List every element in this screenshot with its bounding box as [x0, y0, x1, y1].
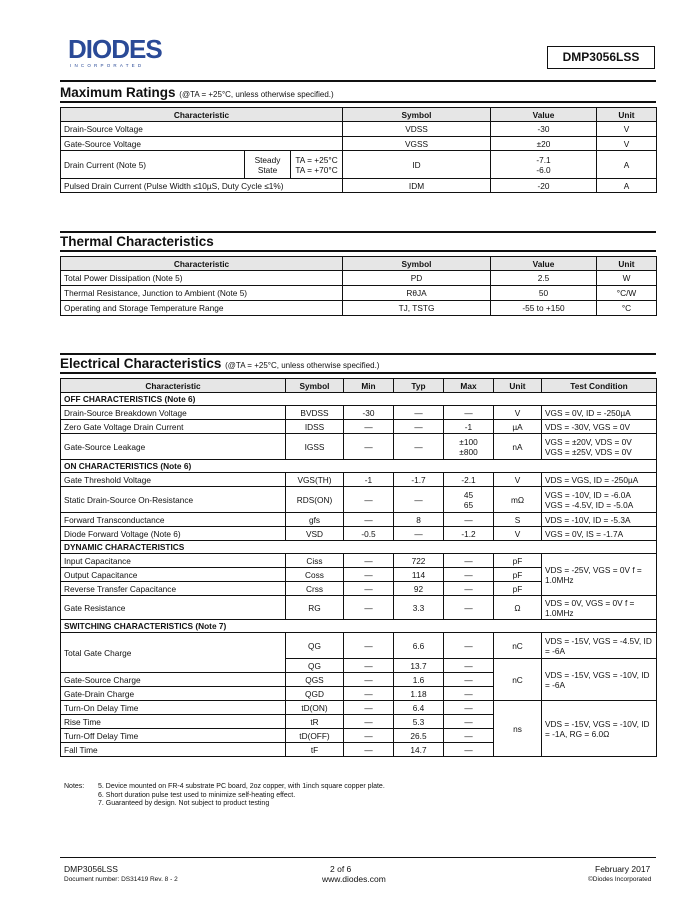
- table-row: [61, 301, 657, 316]
- cell-unit: °C: [597, 301, 657, 316]
- section-label: SWITCHING CHARACTERISTICS (Note 7): [61, 620, 657, 633]
- cell-min: —: [344, 568, 394, 582]
- cell-symbol: VSD: [286, 527, 344, 541]
- cell-unit: nC: [494, 633, 542, 659]
- cell-max: -1: [444, 420, 494, 434]
- temp-70: TA = +70°C: [295, 164, 338, 175]
- cell-condition: [542, 487, 657, 513]
- max-ratings-title: [60, 85, 334, 100]
- col-header: Unit: [494, 379, 542, 393]
- cell-symbol: VGS(TH): [286, 473, 344, 487]
- cell-unit: pF: [494, 582, 542, 596]
- thermal-title: Thermal Characteristics: [60, 234, 214, 249]
- table-row: [61, 137, 657, 151]
- electrical-table: [60, 378, 657, 757]
- cell-condition: VDS = -15V, VGS = -10V, ID = -6A: [542, 659, 657, 701]
- cell-min: —: [344, 596, 394, 620]
- cell-condition: VGS = 0V, ID = -250µA: [542, 406, 657, 420]
- col-header: Symbol: [343, 108, 491, 122]
- cell-max: —: [444, 406, 494, 420]
- cell-min: —: [344, 487, 394, 513]
- cell-typ: —: [394, 406, 444, 420]
- section-row-switching: [61, 620, 657, 633]
- cell-unit: W: [597, 271, 657, 286]
- footer-copyright: ©Diodes Incorporated: [588, 876, 652, 883]
- cell-max: —: [444, 582, 494, 596]
- cell-char: Total Power Dissipation (Note 5): [61, 271, 343, 286]
- cell-min: —: [344, 673, 394, 687]
- cell-unit: µA: [494, 420, 542, 434]
- cell-condition: VGS = 0V, IS = -1.7A: [542, 527, 657, 541]
- cell-symbol: QGD: [286, 687, 344, 701]
- cell-unit: Ω: [494, 596, 542, 620]
- cell-symbol: VGSS: [343, 137, 491, 151]
- col-header: Characteristic: [61, 108, 343, 122]
- electrical-title-text: Electrical Characteristics: [60, 356, 222, 371]
- section-row-dynamic: [61, 541, 657, 554]
- cell-unit: V: [494, 473, 542, 487]
- cell-unit: °C/W: [597, 286, 657, 301]
- cell-symbol: QG: [286, 659, 344, 673]
- cell-symbol: Coss: [286, 568, 344, 582]
- cell-max: —: [444, 513, 494, 527]
- cell-char: Total Gate Charge: [61, 633, 286, 673]
- cell-symbol: Ciss: [286, 554, 344, 568]
- cell-typ: 26.5: [394, 729, 444, 743]
- max-ratings-title-text: Maximum Ratings: [60, 85, 176, 100]
- cell-max: —: [444, 568, 494, 582]
- table-header-row: [61, 108, 657, 122]
- cell-char: Diode Forward Voltage (Note 6): [61, 527, 286, 541]
- table-row: [61, 513, 657, 527]
- cell-typ: 6.6: [394, 633, 444, 659]
- cell-char: Reverse Transfer Capacitance: [61, 582, 286, 596]
- cell-char: Static Drain-Source On-Resistance: [61, 487, 286, 513]
- cell-symbol: IGSS: [286, 434, 344, 460]
- cell-max: —: [444, 687, 494, 701]
- cell-char: Operating and Storage Temperature Range: [61, 301, 343, 316]
- max-2: ±800: [459, 446, 478, 457]
- cell-max: -1.2: [444, 527, 494, 541]
- note-item: 5. Device mounted on FR-4 substrate PC board, 2oz copper, with 1inch square copper plate.: [98, 783, 385, 790]
- cell-max: —: [444, 596, 494, 620]
- table-row: [61, 701, 657, 715]
- cell-typ: 6.4: [394, 701, 444, 715]
- cell-symbol: RG: [286, 596, 344, 620]
- cell-typ: 5.3: [394, 715, 444, 729]
- cell-typ: 722: [394, 554, 444, 568]
- cell-char: Input Capacitance: [61, 554, 286, 568]
- electrical-rule: [60, 372, 656, 374]
- cell-char: Rise Time: [61, 715, 286, 729]
- cell-char: Pulsed Drain Current (Pulse Width ≤10µS, Duty Cycle ≤1%): [61, 179, 343, 193]
- cell-char: Gate-Source Leakage: [61, 434, 286, 460]
- cell-value: -20: [491, 179, 597, 193]
- cell-min: —: [344, 420, 394, 434]
- max-1: ±100: [459, 436, 478, 447]
- cell-symbol: tR: [286, 715, 344, 729]
- table-row: [61, 554, 657, 568]
- section-label: ON CHARACTERISTICS (Note 6): [61, 460, 657, 473]
- cond-1: VGS = -10V, ID = -6.0A: [545, 489, 631, 500]
- cell-condition: VDS = VGS, ID = -250µA: [542, 473, 657, 487]
- cell-unit: S: [494, 513, 542, 527]
- cell-typ: —: [394, 434, 444, 460]
- cell-condition: VDS = -15V, VGS = -10V, ID = -1A, RG = 6.0Ω: [542, 701, 657, 757]
- cell-char: Thermal Resistance, Junction to Ambient (Note 5): [61, 286, 343, 301]
- cell-max: —: [444, 701, 494, 715]
- thermal-top-rule: [60, 231, 656, 233]
- cell-min: —: [344, 513, 394, 527]
- col-header: Test Condition: [542, 379, 657, 393]
- cell-value: 2.5: [491, 271, 597, 286]
- cell-unit: ns: [494, 701, 542, 757]
- cell-symbol: RDS(ON): [286, 487, 344, 513]
- value-2: -6.0: [536, 164, 551, 175]
- cell-value: -30: [491, 122, 597, 137]
- cell-unit: A: [597, 151, 657, 179]
- table-row: [61, 434, 657, 460]
- cell-min: -1: [344, 473, 394, 487]
- cell-symbol: tF: [286, 743, 344, 757]
- section-row-on: [61, 460, 657, 473]
- cell-max: —: [444, 715, 494, 729]
- table-row: [61, 151, 657, 179]
- cell-char: Forward Transconductance: [61, 513, 286, 527]
- col-header: Unit: [597, 257, 657, 271]
- col-header: Symbol: [286, 379, 344, 393]
- cell-char: Gate-Source Voltage: [61, 137, 343, 151]
- table-row: [61, 286, 657, 301]
- cell-min: —: [344, 715, 394, 729]
- cell-char: Gate-Source Charge: [61, 673, 286, 687]
- cell-min: -0.5: [344, 527, 394, 541]
- cell-value: -55 to +150: [491, 301, 597, 316]
- table-row: [61, 179, 657, 193]
- cell-unit: pF: [494, 568, 542, 582]
- cell-condition: VDS = 0V, VGS = 0V f = 1.0MHz: [542, 596, 657, 620]
- cell-symbol: PD: [343, 271, 491, 286]
- cond-2: VGS = ±25V, VDS = 0V: [545, 446, 632, 457]
- col-header: Unit: [597, 108, 657, 122]
- footer-url[interactable]: www.diodes.com: [322, 874, 386, 884]
- cell-condition: VDS = -10V, ID = -5.3A: [542, 513, 657, 527]
- electrical-subtitle: (@TA = +25°C, unless otherwise specified.): [225, 361, 380, 370]
- cell-max: —: [444, 743, 494, 757]
- temp-25: TA = +25°C: [295, 154, 338, 165]
- cell-min: —: [344, 701, 394, 715]
- max-ratings-table: [60, 107, 657, 193]
- col-header: Typ: [394, 379, 444, 393]
- cell-typ: 3.3: [394, 596, 444, 620]
- cell-typ: 1.6: [394, 673, 444, 687]
- cell-char: Gate Threshold Voltage: [61, 473, 286, 487]
- cond-1: VGS = ±20V, VDS = 0V: [545, 436, 632, 447]
- logo-text: DIODES: [68, 34, 162, 64]
- table-row: [61, 527, 657, 541]
- cell-typ: 14.7: [394, 743, 444, 757]
- electrical-title: [60, 356, 379, 371]
- thermal-rule: [60, 250, 656, 252]
- cell-typ: —: [394, 487, 444, 513]
- cell-char: Drain-Source Voltage: [61, 122, 343, 137]
- cell-symbol: Crss: [286, 582, 344, 596]
- table-header-row: [61, 379, 657, 393]
- table-row: [61, 473, 657, 487]
- cell-temp: [291, 151, 343, 179]
- cell-symbol: tD(OFF): [286, 729, 344, 743]
- cell-unit: nC: [494, 659, 542, 701]
- col-header: Value: [491, 108, 597, 122]
- cell-unit: V: [597, 137, 657, 151]
- cell-unit: V: [494, 406, 542, 420]
- cell-typ: —: [394, 527, 444, 541]
- cell-symbol: QGS: [286, 673, 344, 687]
- table-row: [61, 122, 657, 137]
- table-row: [61, 487, 657, 513]
- notes-list: [98, 783, 498, 809]
- note-item: 7. Guaranteed by design. Not subject to product testing: [98, 800, 270, 808]
- cell-condition: [542, 434, 657, 460]
- cell-value: ±20: [491, 137, 597, 151]
- logo-subtext: INCORPORATED: [70, 63, 145, 68]
- cell-typ: 114: [394, 568, 444, 582]
- footer-doc: Document number: DS31419 Rev. 8 - 2: [64, 876, 178, 883]
- cell-unit: nA: [494, 434, 542, 460]
- cell-min: -30: [344, 406, 394, 420]
- cell-max: —: [444, 554, 494, 568]
- cell-symbol: IDSS: [286, 420, 344, 434]
- col-header: Characteristic: [61, 379, 286, 393]
- cell-max: —: [444, 673, 494, 687]
- footer-page: 2 of 6: [330, 864, 352, 874]
- cell-unit: mΩ: [494, 487, 542, 513]
- cell-symbol: TJ, TSTG: [343, 301, 491, 316]
- max-ratings-rule: [60, 101, 656, 103]
- cell-symbol: VDSS: [343, 122, 491, 137]
- cell-value: 50: [491, 286, 597, 301]
- cell-value: [491, 151, 597, 179]
- part-number-box: DMP3056LSS: [547, 46, 655, 69]
- cell-symbol: ID: [343, 151, 491, 179]
- cell-max: —: [444, 633, 494, 659]
- cell-typ: 92: [394, 582, 444, 596]
- cell-typ: -1.7: [394, 473, 444, 487]
- cell-condition: VDS = -25V, VGS = 0V f = 1.0MHz: [542, 554, 657, 596]
- thermal-table: [60, 256, 657, 316]
- table-row: [61, 406, 657, 420]
- cell-typ: 13.7: [394, 659, 444, 673]
- table-row: [61, 271, 657, 286]
- cell-symbol: RθJA: [343, 286, 491, 301]
- cell-symbol: QG: [286, 633, 344, 659]
- cell-unit: V: [494, 527, 542, 541]
- header-divider: [60, 80, 656, 82]
- cell-min: —: [344, 582, 394, 596]
- cell-min: —: [344, 729, 394, 743]
- cell-char: Zero Gate Voltage Drain Current: [61, 420, 286, 434]
- cell-typ: 8: [394, 513, 444, 527]
- table-row: [61, 420, 657, 434]
- col-header: Min: [344, 379, 394, 393]
- cell-max: [444, 434, 494, 460]
- max-2: 65: [463, 499, 474, 510]
- table-header-row: [61, 257, 657, 271]
- cell-max: —: [444, 729, 494, 743]
- cell-char: Gate Resistance: [61, 596, 286, 620]
- cell-unit: pF: [494, 554, 542, 568]
- cell-max: —: [444, 659, 494, 673]
- diodes-logo: [68, 36, 190, 70]
- cell-min: —: [344, 434, 394, 460]
- electrical-top-rule: [60, 353, 656, 355]
- footer-divider: [60, 857, 656, 858]
- cell-condition: Steady State: [245, 151, 291, 179]
- cell-unit: A: [597, 179, 657, 193]
- cell-symbol: tD(ON): [286, 701, 344, 715]
- max-ratings-subtitle: (@TA = +25°C, unless otherwise specified.): [179, 90, 334, 99]
- notes-label: Notes:: [64, 783, 85, 790]
- cell-typ: —: [394, 420, 444, 434]
- col-header: Value: [491, 257, 597, 271]
- cell-char: Output Capacitance: [61, 568, 286, 582]
- note-item: 6. Short duration pulse test used to minimize self-heating effect.: [98, 791, 296, 799]
- table-row: [61, 596, 657, 620]
- col-header: Characteristic: [61, 257, 343, 271]
- cell-unit: V: [597, 122, 657, 137]
- cell-min: —: [344, 633, 394, 659]
- cell-min: —: [344, 659, 394, 673]
- cell-symbol: IDM: [343, 179, 491, 193]
- col-header: Symbol: [343, 257, 491, 271]
- section-row-off: [61, 393, 657, 406]
- footer-part: DMP3056LSS: [64, 864, 118, 874]
- cell-typ: 1.18: [394, 687, 444, 701]
- cell-char: Turn-On Delay Time: [61, 701, 286, 715]
- max-1: 45: [463, 489, 474, 500]
- cell-char: Drain Current (Note 5): [61, 151, 245, 179]
- cell-min: —: [344, 687, 394, 701]
- table-row: [61, 633, 657, 659]
- cell-condition: VDS = -30V, VGS = 0V: [542, 420, 657, 434]
- cell-char: Turn-Off Delay Time: [61, 729, 286, 743]
- value-1: -7.1: [536, 154, 551, 165]
- cell-condition: VDS = -15V, VGS = -4.5V, ID = -6A: [542, 633, 657, 659]
- cell-min: —: [344, 554, 394, 568]
- footer-date: February 2017: [595, 864, 651, 874]
- cell-max: [444, 487, 494, 513]
- cell-symbol: BVDSS: [286, 406, 344, 420]
- cell-symbol: gfs: [286, 513, 344, 527]
- col-header: Max: [444, 379, 494, 393]
- cell-min: —: [344, 743, 394, 757]
- section-label: DYNAMIC CHARACTERISTICS: [61, 541, 657, 554]
- cell-char: Drain-Source Breakdown Voltage: [61, 406, 286, 420]
- cond-2: VGS = -4.5V, ID = -5.0A: [545, 499, 634, 510]
- cell-max: -2.1: [444, 473, 494, 487]
- section-label: OFF CHARACTERISTICS (Note 6): [61, 393, 657, 406]
- cell-char: Fall Time: [61, 743, 286, 757]
- cell-char: Gate-Drain Charge: [61, 687, 286, 701]
